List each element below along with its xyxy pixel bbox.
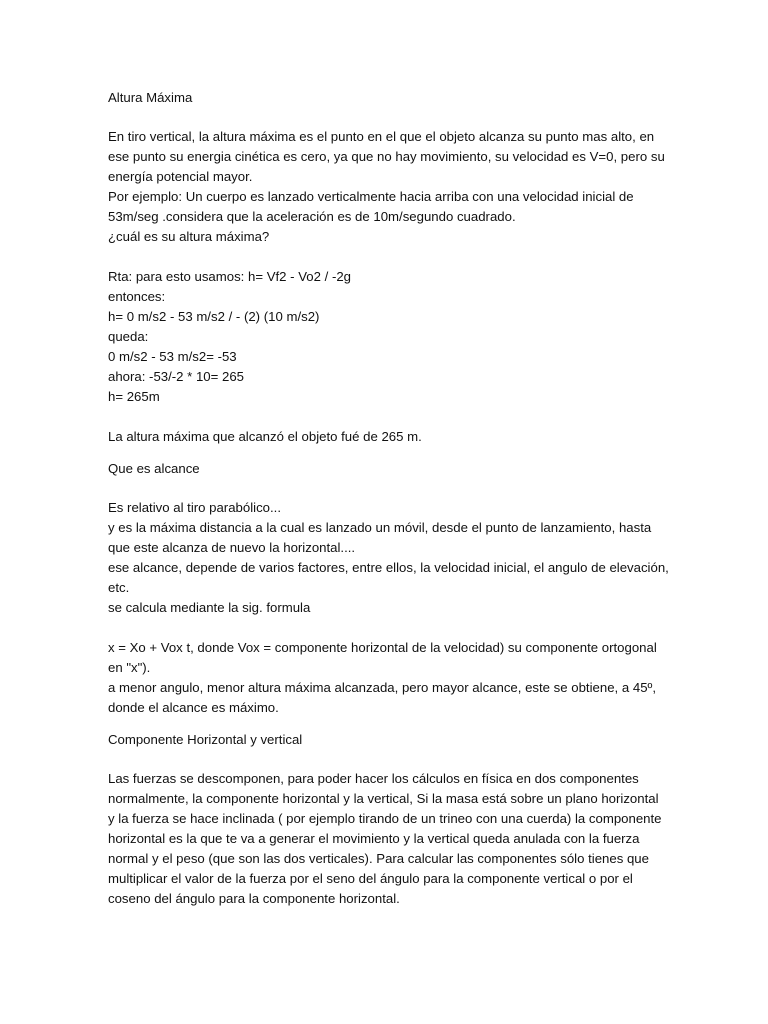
spacer: [108, 750, 668, 769]
text-line: La altura máxima que alcanzó el objeto fué de 265 m.: [108, 429, 422, 444]
spacer: [108, 479, 668, 498]
text-line: a menor angulo, menor altura máxima alcanzada, pero mayor alcance, este se obtiene, a 45º,: [108, 680, 657, 695]
text-line: que este alcanza de nuevo la horizontal....: [108, 540, 356, 555]
spacer: [108, 108, 668, 127]
text-line: 53m/seg .considera que la aceleración es de 10m/segundo cuadrado.: [108, 209, 516, 224]
text-line: h= 265m: [108, 389, 160, 404]
text-line: normal y el peso (que son las dos verticales). Para calcular las componentes sólo tienes que: [108, 851, 649, 866]
text-line: coseno del ángulo para la componente horizontal.: [108, 891, 400, 906]
text-line: ahora: -53/-2 * 10= 265: [108, 369, 245, 384]
heading-altura-maxima: Altura Máxima: [108, 90, 193, 105]
text-line: donde el alcance es máximo.: [108, 700, 279, 715]
text-line: entonces:: [108, 289, 166, 304]
spacer: [108, 447, 668, 459]
paragraph-formula: [108, 638, 668, 718]
text-line: En tiro vertical, la altura máxima es el punto en el que el objeto alcanza su punto mas alto, en: [108, 129, 655, 144]
text-line: Las fuerzas se descomponen, para poder hacer los cálculos en física en dos componentes: [108, 771, 639, 786]
text-line: normalmente, la componente horizontal y la vertical, Si la masa está sobre un plano horizontal: [108, 791, 659, 806]
spacer: [108, 618, 668, 638]
text-line: x = Xo + Vox t, donde Vox = componente horizontal de la velocidad) su componente ortogonal: [108, 640, 657, 655]
paragraph-solucion: [108, 267, 668, 407]
heading-componente-horizontal-vertical: Componente Horizontal y vertical: [108, 732, 303, 747]
text-line: Es relativo al tiro parabólico...: [108, 500, 281, 515]
text-line: 0 m/s2 - 53 m/s2= -53: [108, 349, 237, 364]
text-line: y es la máxima distancia a la cual es lanzado un móvil, desde el punto de lanzamiento, hasta: [108, 520, 652, 535]
paragraph-conclusion: [108, 427, 668, 447]
heading-que-es-alcance: Que es alcance: [108, 461, 200, 476]
text-line: multiplicar el valor de la fuerza por el seno del ángulo para la componente vertical o por el: [108, 871, 633, 886]
text-line: h= 0 m/s2 - 53 m/s2 / - (2) (10 m/s2): [108, 309, 320, 324]
text-line: ese alcance, depende de varios factores, entre ellos, la velocidad inicial, el angulo de elevación,: [108, 560, 669, 575]
paragraph-alcance: [108, 498, 668, 618]
spacer: [108, 247, 668, 267]
text-line: energía potencial mayor.: [108, 169, 253, 184]
text-line: ese punto su energia cinética es cero, ya que no hay movimiento, su velocidad es V=0, pero su: [108, 149, 665, 164]
paragraph-componentes: [108, 769, 668, 909]
text-line: Rta: para esto usamos: h= Vf2 - Vo2 / -2g: [108, 269, 352, 284]
text-line: etc.: [108, 580, 130, 595]
text-line: horizontal es la que te va a generar el movimiento y la vertical queda anulada con la fuerza: [108, 831, 640, 846]
spacer: [108, 718, 668, 730]
text-line: Por ejemplo: Un cuerpo es lanzado verticalmente hacia arriba con una velocidad inicial de: [108, 189, 634, 204]
text-line: en "x").: [108, 660, 151, 675]
text-line: queda:: [108, 329, 149, 344]
text-line: ¿cuál es su altura máxima?: [108, 229, 270, 244]
text-line: y la fuerza se hace inclinada ( por ejemplo tirando de un trineo con una cuerda) la componente: [108, 811, 662, 826]
document-page: [108, 88, 668, 909]
spacer: [108, 407, 668, 427]
paragraph-tiro-vertical: [108, 127, 668, 247]
text-line: se calcula mediante la sig. formula: [108, 600, 311, 615]
